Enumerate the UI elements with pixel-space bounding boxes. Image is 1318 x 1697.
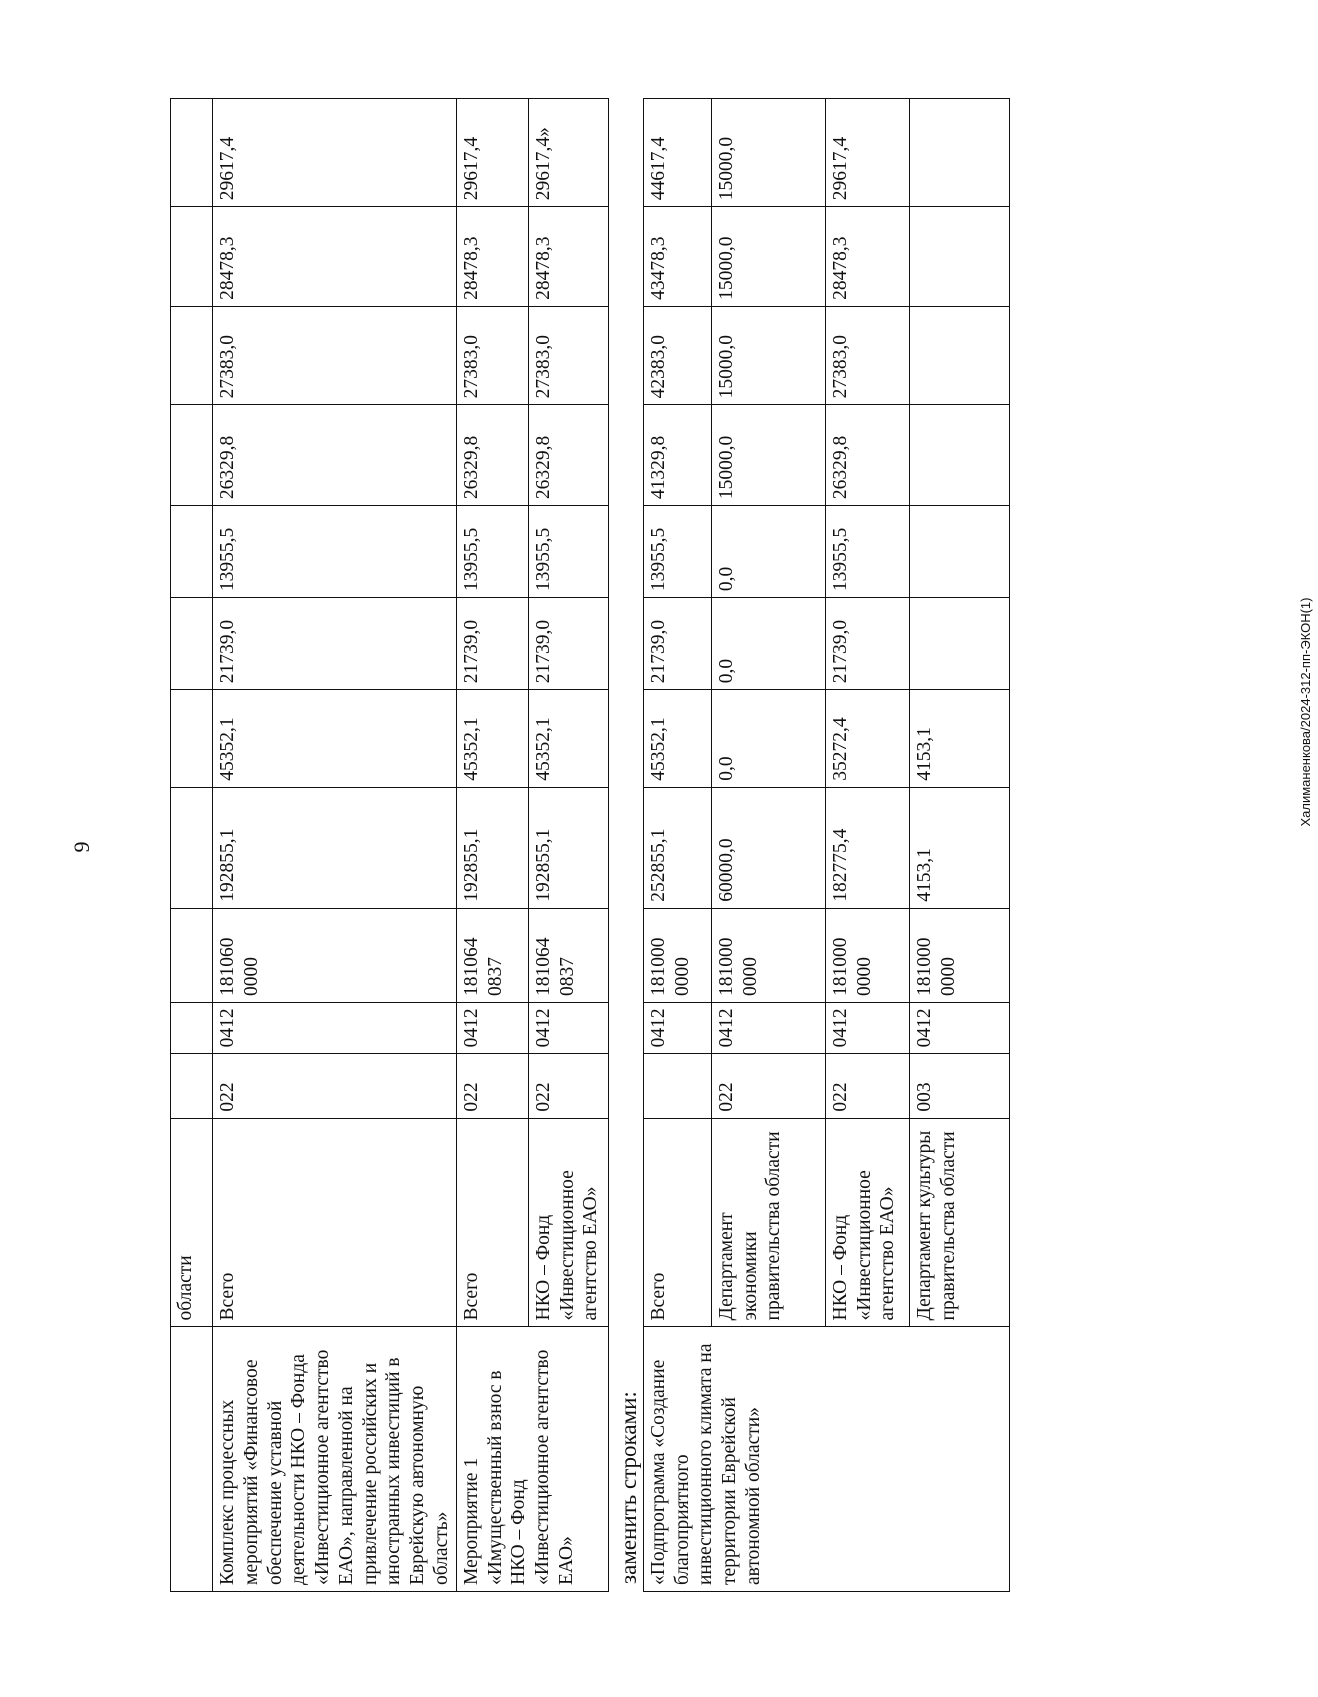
- value-cell: 21739,0: [213, 598, 457, 690]
- section-cell: 0412: [213, 1002, 457, 1053]
- value-cell: 28478,3: [456, 207, 528, 307]
- value-cell: 26329,8: [213, 405, 457, 506]
- value-cell: 13955,5: [825, 506, 909, 598]
- value-cell: 26329,8: [528, 405, 608, 506]
- value-cell: [909, 306, 1009, 405]
- table-bottom: [643, 98, 1010, 1592]
- value-cell: 13955,5: [456, 506, 528, 598]
- section-cell: 0412: [909, 1002, 1009, 1053]
- header-cell: [171, 690, 213, 787]
- value-cell: [909, 405, 1009, 506]
- grbs-cell: 022: [213, 1054, 457, 1118]
- section-cell: 0412: [456, 1002, 528, 1053]
- header-cell: [171, 787, 213, 908]
- executor-cell: Всего: [643, 1118, 711, 1327]
- section-cell: 0412: [711, 1002, 825, 1053]
- header-cell: [171, 1002, 213, 1053]
- grbs-cell: 022: [456, 1054, 528, 1118]
- value-cell: 45352,1: [456, 690, 528, 787]
- section-cell: 0412: [528, 1002, 608, 1053]
- value-cell: 0,0: [711, 506, 825, 598]
- header-cell: области: [171, 1118, 213, 1327]
- value-cell: 35272,4: [825, 690, 909, 787]
- grbs-cell: 022: [711, 1054, 825, 1118]
- header-cell: [171, 405, 213, 506]
- value-cell: 44617,4: [643, 99, 711, 207]
- value-cell: 28478,3: [528, 207, 608, 307]
- grbs-cell: 003: [909, 1054, 1009, 1118]
- value-cell: 192855,1: [528, 787, 608, 908]
- value-cell: 29617,4: [456, 99, 528, 207]
- value-cell: 21739,0: [643, 598, 711, 690]
- target-article-cell: 181064 0837: [456, 908, 528, 1002]
- value-cell: 13955,5: [528, 506, 608, 598]
- value-cell: [909, 207, 1009, 307]
- page-number: 9: [69, 841, 94, 853]
- value-cell: 252855,1: [643, 787, 711, 908]
- value-cell: 27383,0: [213, 306, 457, 405]
- value-cell: 4153,1: [909, 787, 1009, 908]
- executor-cell: Всего: [213, 1118, 457, 1327]
- value-cell: 13955,5: [643, 506, 711, 598]
- header-cell: [171, 99, 213, 207]
- value-cell: 192855,1: [456, 787, 528, 908]
- table-header-row: [171, 99, 213, 1592]
- subprogram-name: «Подпрограмма «Создание благоприятного инвестиционного климата на территории Еврейской автономной области»: [643, 1327, 1009, 1592]
- value-cell: 27383,0: [528, 306, 608, 405]
- value-cell: 21739,0: [528, 598, 608, 690]
- value-cell: [909, 598, 1009, 690]
- header-cell: [171, 1327, 213, 1592]
- value-cell: 27383,0: [456, 306, 528, 405]
- document-code: Халиманенкова/2024-312-пп-ЭКОН(1): [1298, 597, 1313, 827]
- header-cell: [171, 306, 213, 405]
- value-cell: 28478,3: [213, 207, 457, 307]
- grbs-cell: 022: [528, 1054, 608, 1118]
- value-cell: 182775,4: [825, 787, 909, 908]
- value-cell: [909, 506, 1009, 598]
- value-cell: 41329,8: [643, 405, 711, 506]
- value-cell: 45352,1: [528, 690, 608, 787]
- value-cell: [909, 99, 1009, 207]
- value-cell: 28478,3: [825, 207, 909, 307]
- executor-cell: Департамент культуры правительства области: [909, 1118, 1009, 1327]
- table-top: [170, 98, 609, 1592]
- executor-cell: Департамент экономики правительства области: [711, 1118, 825, 1327]
- header-cell: [171, 207, 213, 307]
- value-cell: 29617,4»: [528, 99, 608, 207]
- value-cell: 21739,0: [825, 598, 909, 690]
- table-row: [456, 99, 528, 1592]
- executor-cell: НКО – Фонд «Инвестиционное агентство ЕАО»: [825, 1118, 909, 1327]
- target-article-cell: 181064 0837: [528, 908, 608, 1002]
- target-article-cell: 181000 0000: [643, 908, 711, 1002]
- section-cell: 0412: [825, 1002, 909, 1053]
- executor-cell: Всего: [456, 1118, 528, 1327]
- grbs-cell: 022: [825, 1054, 909, 1118]
- target-article-cell: 181000 0000: [909, 908, 1009, 1002]
- value-cell: 27383,0: [825, 306, 909, 405]
- value-cell: 45352,1: [213, 690, 457, 787]
- value-cell: 29617,4: [825, 99, 909, 207]
- executor-cell: НКО – Фонд «Инвестиционное агентство ЕАО»: [528, 1118, 608, 1327]
- value-cell: 60000,0: [711, 787, 825, 908]
- target-article-cell: 181000 0000: [825, 908, 909, 1002]
- section-cell: 0412: [643, 1002, 711, 1053]
- value-cell: 26329,8: [456, 405, 528, 506]
- table-row: [213, 99, 457, 1592]
- header-cell: [171, 908, 213, 1002]
- target-article-cell: 181000 0000: [711, 908, 825, 1002]
- value-cell: 21739,0: [456, 598, 528, 690]
- value-cell: 0,0: [711, 598, 825, 690]
- value-cell: 192855,1: [213, 787, 457, 908]
- value-cell: 4153,1: [909, 690, 1009, 787]
- value-cell: 45352,1: [643, 690, 711, 787]
- header-cell: [171, 1054, 213, 1118]
- grbs-cell: [643, 1054, 711, 1118]
- measure-name: Комплекс процессных мероприятий «Финансовое обеспечение уставной деятельности НКО – Фонда «Инвестиционное агентство ЕАО», направленной на привлечение российских и иностранных инвестиций в Еврейскую автономную область»: [213, 1327, 457, 1592]
- value-cell: 0,0: [711, 690, 825, 787]
- table-row: [643, 99, 711, 1592]
- value-cell: 13955,5: [213, 506, 457, 598]
- value-cell: 42383,0: [643, 306, 711, 405]
- replace-caption: заменить строками:: [615, 1391, 641, 1584]
- header-cell: [171, 506, 213, 598]
- measure-name: Мероприятие 1 «Имущественный взнос в НКО – Фонд «Инвестиционное агентство ЕАО»: [456, 1327, 608, 1592]
- value-cell: 26329,8: [825, 405, 909, 506]
- rotated-content: [170, 98, 1170, 1592]
- value-cell: 43478,3: [643, 207, 711, 307]
- header-cell: [171, 598, 213, 690]
- value-cell: 29617,4: [213, 99, 457, 207]
- value-cell: 15000,0: [711, 306, 825, 405]
- value-cell: 15000,0: [711, 405, 825, 506]
- target-article-cell: 181060 0000: [213, 908, 457, 1002]
- value-cell: 15000,0: [711, 207, 825, 307]
- value-cell: 15000,0: [711, 99, 825, 207]
